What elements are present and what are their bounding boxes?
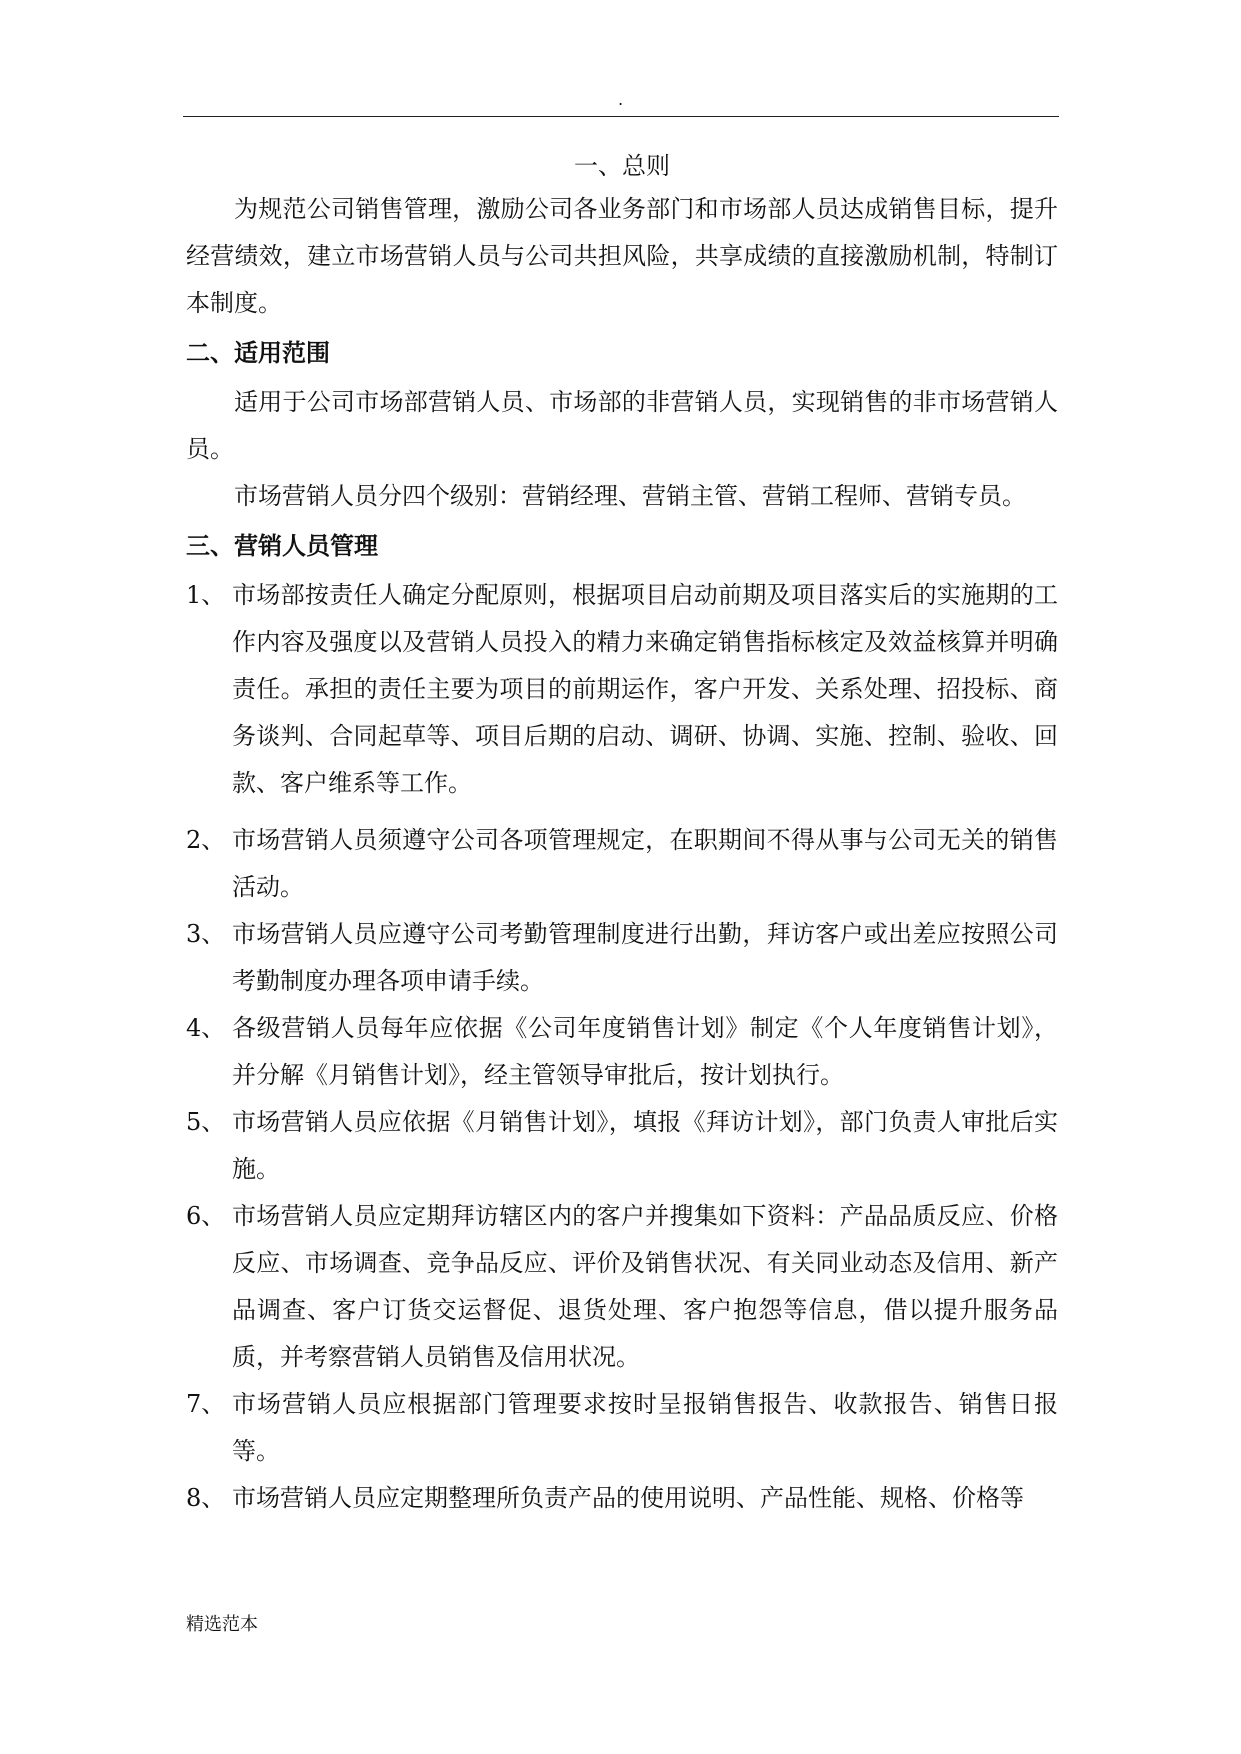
list-item (186, 911, 1058, 1005)
list-item-text: 市场营销人员应根据部门管理要求按时呈报销售报告、收款报告、销售日报等。 (232, 1390, 1058, 1465)
list-item-number: 1、 (186, 581, 226, 609)
section-general-title: 一、总则 (574, 152, 670, 180)
section-management-title: 三、营销人员管理 (186, 532, 378, 560)
section-scope-title: 二、适用范围 (186, 339, 330, 367)
list-item-text: 市场营销人员应依据《月销售计划》，填报《拜访计划》，部门负责人审批后实施。 (232, 1108, 1058, 1183)
list-item-text: 市场营销人员应定期拜访辖区内的客户并搜集如下资料：产品品质反应、价格反应、市场调查、竞争品反应、评价及销售状况、有关同业动态及信用、新产品调查、客户订货交运督促、退货处理、客户抱怨等信息，借以提升服务品质，并考察营销人员销售及信用状况。 (232, 1202, 1058, 1371)
list-item-text: 各级营销人员每年应依据《公司年度销售计划》制定《个人年度销售计划》，并分解《月销售计划》，经主管领导审批后，按计划执行。 (232, 1014, 1058, 1089)
list-item-number: 7、 (186, 1390, 226, 1418)
header-mark: . (617, 90, 624, 109)
scope-paragraph: 市场营销人员分四个级别：营销经理、营销主管、营销工程师、营销专员。 (234, 482, 1026, 510)
list-item (186, 817, 1058, 911)
list-item (186, 1099, 1058, 1193)
list-item-number: 2、 (186, 826, 226, 854)
list-item (186, 1381, 1058, 1475)
list-item-number: 8、 (186, 1484, 226, 1512)
list-item-text: 市场营销人员应遵守公司考勤管理制度进行出勤，拜访客户或出差应按照公司考勤制度办理各项申请手续。 (232, 920, 1058, 995)
list-item-text: 市场部按责任人确定分配原则，根据项目启动前期及项目落实后的实施期的工作内容及强度以及营销人员投入的精力来确定销售指标核定及效益核算并明确责任。承担的责任主要为项目的前期运作，客户开发、关系处理、招投标、商务谈判、合同起草等、项目后期的启动、调研、协调、实施、控制、验收、回款、客户维系等工作。 (232, 581, 1058, 797)
section-general-paragraph: 为规范公司销售管理，激励公司各业务部门和市场部人员达成销售目标，提升经营绩效，建立市场营销人员与公司共担风险，共享成绩的直接激励机制，特制订本制度。 (186, 195, 1058, 317)
list-item (186, 1005, 1058, 1099)
footer-label: 精选范本 (186, 1614, 258, 1635)
management-list (186, 572, 1058, 1522)
list-item-number: 6、 (186, 1202, 226, 1230)
list-item-number: 4、 (186, 1014, 226, 1042)
list-item-number: 5、 (186, 1108, 226, 1136)
list-item-text: 市场营销人员应定期整理所负责产品的使用说明、产品性能、规格、价格等 (232, 1484, 1024, 1512)
scope-paragraph: 适用于公司市场部营销人员、市场部的非营销人员，实现销售的非市场营销人员。 (186, 388, 1058, 463)
list-item-text: 市场营销人员须遵守公司各项管理规定，在职期间不得从事与公司无关的销售活动。 (232, 826, 1058, 901)
list-item (186, 572, 1058, 807)
list-item (186, 1193, 1058, 1381)
list-item-number: 3、 (186, 920, 226, 948)
list-item (186, 1475, 1058, 1522)
header-rule (183, 116, 1059, 117)
document-body (186, 146, 1058, 1522)
